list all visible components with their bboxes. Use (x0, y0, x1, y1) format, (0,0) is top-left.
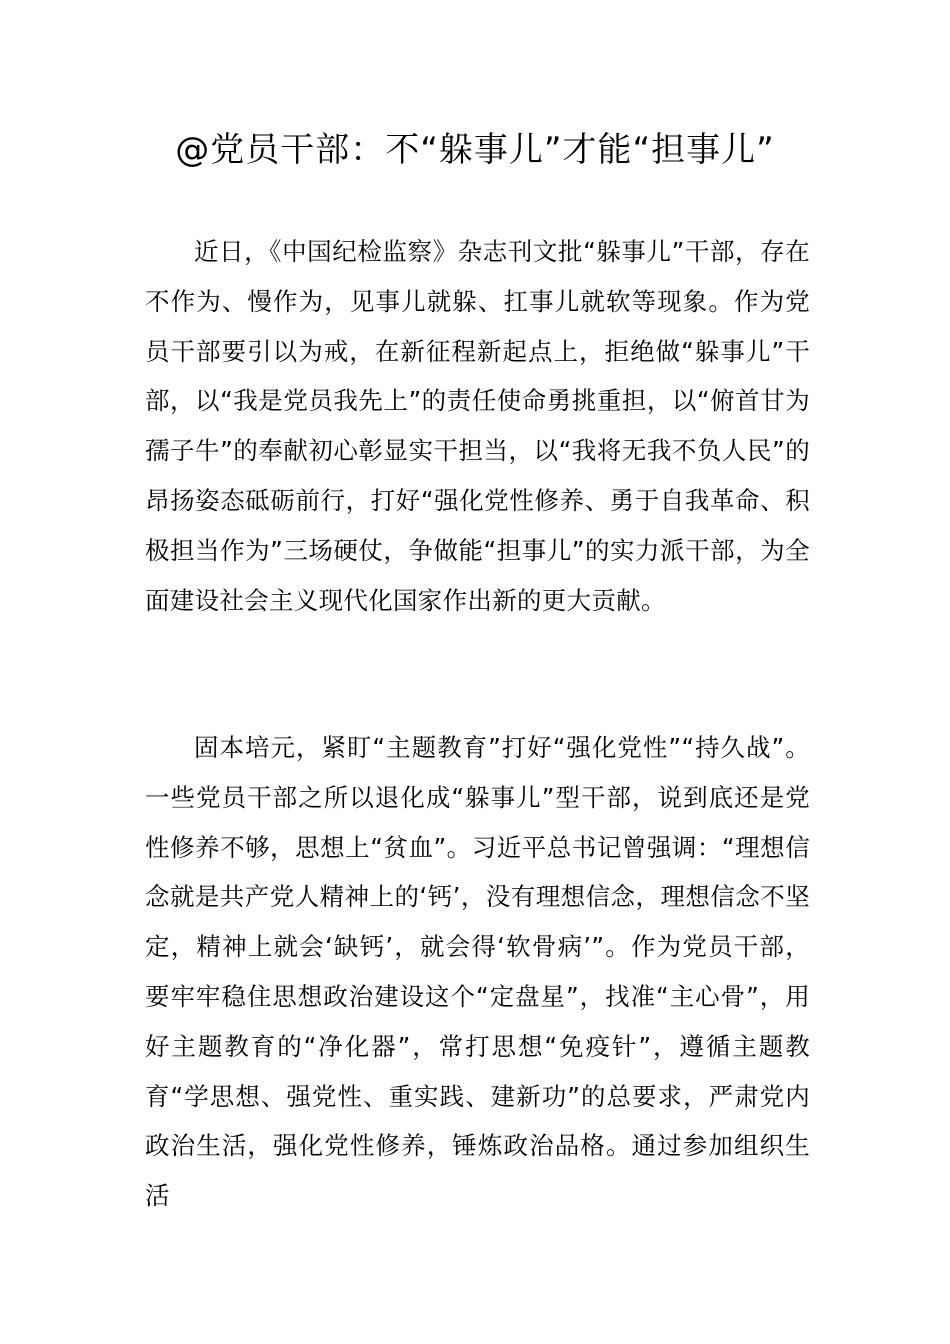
paragraph-2: 固本培元，紧盯“主题教育”打好“强化党性”“持久战”。一些党员干部之所以退化成“躲事儿”型干部，说到底还是党性修养不够，思想上“贫血”。习近平总书记曾强调：“理想信念就是共产党人精神上的‘钙’，没有理想信念，理想信念不坚定，精神上就会‘缺钙’，就会得‘软骨病’”。作为党员干部，要牢牢稳住思想政治建设这个“定盘星”，找准“主心骨”，用好主题教育的“净化器”，常打思想“免疫针”，遵循主题教育“学思想、强党性、重实践、建新功”的总要求，严肃党内政治生活，强化党性修养，锤炼政治品格。通过参加组织生活 (145, 733, 810, 1211)
paragraph-1: 近日，《中国纪检监察》杂志刊文批“躲事儿”干部，存在不作为、慢作为，见事儿就躲、扛事儿就软等现象。作为党员干部要引以为戒，在新征程新起点上，拒绝做“躲事儿”干部，以“我是党员我先上”的责任使命勇挑重担，以“俯首甘为孺子牛”的奉献初心彰显实干担当，以“我将无我不负人民”的昂扬姿态砥砺前行，打好“强化党性修养、勇于自我革命、积极担当作为”三场硬仗，争做能“担事儿”的实力派干部，为全面建设社会主义现代化国家作出新的更大贡献。 (145, 237, 810, 615)
document-title: @党员干部：不“躲事儿”才能“担事儿” (175, 130, 775, 170)
